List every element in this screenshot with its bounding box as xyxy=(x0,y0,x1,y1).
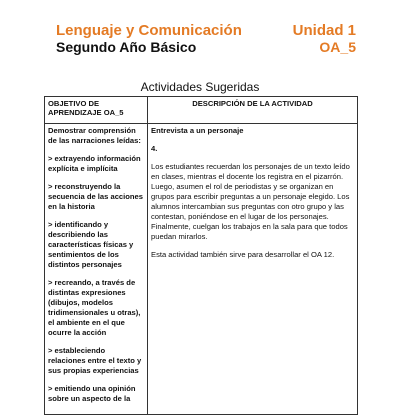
activity-column-header: DESCRIPCIÓN DE LA ACTIVIDAD xyxy=(148,97,358,124)
subject-title: Lenguaje y Comunicación xyxy=(56,22,242,39)
objective-item: > estableciendo relaciones entre el texto y sus propias experiencias xyxy=(48,346,142,375)
objective-item: > reconstruyendo la secuencia de las acciones en la historia xyxy=(48,182,143,211)
unit-label: Unidad 1 xyxy=(292,22,356,39)
oa-label: OA_5 xyxy=(319,39,356,55)
activities-table xyxy=(44,96,358,415)
objective-item: > recreando, a través de distintas expresiones (dibujos, modelos tridimensionales u otras), el ambiente en el que ocurre la acción xyxy=(48,278,141,337)
objective-cell xyxy=(45,124,148,415)
table-row xyxy=(45,124,358,415)
section-title: Actividades Sugeridas xyxy=(140,80,260,94)
activity-title: Entrevista a un personaje xyxy=(151,126,244,135)
activity-cell xyxy=(148,124,358,415)
document-header xyxy=(56,22,356,58)
activity-note: Esta actividad también sirve para desarrollar el OA 12. xyxy=(151,250,335,259)
activity-description: Los estudiantes recuerdan los personajes de un texto leído en clases, mientras el docente los registra en el pizarrón. Luego, asumen el rol de periodistas y se organizan en grupos para escribir preguntas a un personaje elegido. Los alumnos intercambian sus preguntas con otro grupo y las contestan, poniéndose en el lugar de los personajes. Finalmente, cuelgan los trabajos en la sala para que todos puedan mirarlos. xyxy=(151,162,350,241)
objective-column-header: OBJETIVO DE APRENDIZAJE OA_5 xyxy=(45,97,148,124)
objective-item: > extrayendo información explícita e implícita xyxy=(48,154,141,173)
grade-title: Segundo Año Básico xyxy=(56,39,197,55)
table-header-row xyxy=(45,97,358,124)
objective-intro: Demostrar comprensión de las narraciones leídas: xyxy=(48,126,141,145)
activity-number: 4. xyxy=(151,144,158,153)
objective-item: > identificando y describiendo las características físicas y sentimientos de los distintos personajes xyxy=(48,220,134,269)
objective-item: > emitiendo una opinión sobre un aspecto de la xyxy=(48,384,136,403)
